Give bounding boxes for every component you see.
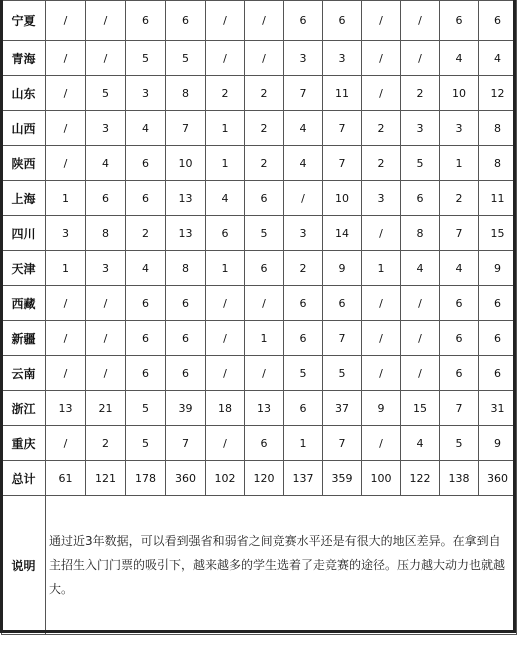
value-cell: 6: [440, 321, 479, 356]
table-row: [2, 216, 517, 251]
value-cell: /: [46, 1, 86, 41]
value-cell: 6: [284, 286, 323, 321]
value-cell: 2: [401, 76, 440, 111]
value-cell: /: [362, 426, 401, 461]
value-cell: 1: [46, 251, 86, 286]
value-cell: /: [362, 41, 401, 76]
province-cell: 总计: [2, 461, 46, 496]
value-cell: /: [46, 286, 86, 321]
value-cell: /: [284, 181, 323, 216]
table-row: [2, 1, 517, 41]
value-cell: 13: [166, 181, 206, 216]
value-cell: 2: [206, 76, 245, 111]
table-row: [2, 286, 517, 321]
value-cell: 7: [440, 391, 479, 426]
value-cell: 1: [206, 251, 245, 286]
value-cell: 1: [46, 181, 86, 216]
value-cell: 10: [323, 181, 362, 216]
value-cell: 3: [86, 251, 126, 286]
table-row: [2, 391, 517, 426]
value-cell: 122: [401, 461, 440, 496]
value-cell: 6: [245, 181, 284, 216]
value-cell: /: [362, 286, 401, 321]
value-cell: /: [46, 321, 86, 356]
note-label: 说明: [2, 496, 46, 635]
value-cell: 11: [479, 181, 517, 216]
table-row: [2, 146, 517, 181]
competition-stats-table: [1, 0, 517, 635]
value-cell: /: [245, 356, 284, 391]
value-cell: 3: [126, 76, 166, 111]
value-cell: 4: [440, 41, 479, 76]
value-cell: 178: [126, 461, 166, 496]
value-cell: 2: [440, 181, 479, 216]
value-cell: 1: [284, 426, 323, 461]
value-cell: 5: [126, 391, 166, 426]
value-cell: 360: [479, 461, 517, 496]
value-cell: 9: [323, 251, 362, 286]
value-cell: /: [86, 1, 126, 41]
table-row: [2, 461, 517, 496]
value-cell: 5: [284, 356, 323, 391]
table-row: [2, 76, 517, 111]
value-cell: 21: [86, 391, 126, 426]
value-cell: 4: [206, 181, 245, 216]
value-cell: /: [86, 321, 126, 356]
value-cell: 5: [126, 426, 166, 461]
value-cell: /: [206, 1, 245, 41]
value-cell: 360: [166, 461, 206, 496]
value-cell: 7: [323, 111, 362, 146]
value-cell: 6: [126, 181, 166, 216]
value-cell: 4: [440, 251, 479, 286]
value-cell: 3: [46, 216, 86, 251]
value-cell: /: [86, 41, 126, 76]
value-cell: /: [46, 356, 86, 391]
province-cell: 云南: [2, 356, 46, 391]
value-cell: 6: [479, 1, 517, 41]
value-cell: 359: [323, 461, 362, 496]
province-cell: 重庆: [2, 426, 46, 461]
value-cell: 4: [86, 146, 126, 181]
value-cell: 3: [284, 216, 323, 251]
value-cell: 2: [126, 216, 166, 251]
value-cell: /: [46, 41, 86, 76]
value-cell: 6: [245, 251, 284, 286]
value-cell: /: [86, 356, 126, 391]
value-cell: 8: [166, 76, 206, 111]
value-cell: /: [46, 76, 86, 111]
value-cell: /: [362, 356, 401, 391]
value-cell: 14: [323, 216, 362, 251]
value-cell: 18: [206, 391, 245, 426]
value-cell: 6: [284, 1, 323, 41]
province-cell: 山东: [2, 76, 46, 111]
value-cell: 3: [362, 181, 401, 216]
value-cell: 6: [284, 321, 323, 356]
value-cell: /: [362, 216, 401, 251]
province-cell: 宁夏: [2, 1, 46, 41]
value-cell: 3: [323, 41, 362, 76]
value-cell: 4: [284, 146, 323, 181]
value-cell: 6: [401, 181, 440, 216]
table-row: [2, 356, 517, 391]
value-cell: 6: [479, 286, 517, 321]
value-cell: 6: [166, 1, 206, 41]
value-cell: 4: [126, 251, 166, 286]
value-cell: 137: [284, 461, 323, 496]
province-cell: 浙江: [2, 391, 46, 426]
value-cell: /: [206, 356, 245, 391]
value-cell: 1: [362, 251, 401, 286]
value-cell: /: [245, 41, 284, 76]
value-cell: 5: [166, 41, 206, 76]
value-cell: /: [206, 41, 245, 76]
value-cell: 6: [479, 356, 517, 391]
province-cell: 四川: [2, 216, 46, 251]
value-cell: 7: [166, 111, 206, 146]
table-row: [2, 41, 517, 76]
table-right-border: [513, 0, 516, 632]
value-cell: 13: [166, 216, 206, 251]
table-row: [2, 426, 517, 461]
value-cell: /: [206, 286, 245, 321]
value-cell: 6: [166, 286, 206, 321]
value-cell: 5: [440, 426, 479, 461]
value-cell: 120: [245, 461, 284, 496]
value-cell: 10: [166, 146, 206, 181]
province-cell: 西藏: [2, 286, 46, 321]
value-cell: 8: [401, 216, 440, 251]
value-cell: /: [401, 321, 440, 356]
value-cell: 8: [479, 146, 517, 181]
value-cell: 6: [440, 356, 479, 391]
value-cell: 1: [440, 146, 479, 181]
province-cell: 青海: [2, 41, 46, 76]
value-cell: 2: [362, 111, 401, 146]
value-cell: /: [206, 426, 245, 461]
value-cell: 15: [479, 216, 517, 251]
note-row: [2, 496, 517, 635]
value-cell: 6: [166, 321, 206, 356]
value-cell: /: [401, 41, 440, 76]
value-cell: 3: [284, 41, 323, 76]
value-cell: 4: [284, 111, 323, 146]
value-cell: 6: [126, 1, 166, 41]
value-cell: /: [401, 1, 440, 41]
value-cell: 11: [323, 76, 362, 111]
value-cell: 4: [126, 111, 166, 146]
province-cell: 陕西: [2, 146, 46, 181]
value-cell: 4: [401, 251, 440, 286]
value-cell: 37: [323, 391, 362, 426]
value-cell: 2: [245, 146, 284, 181]
value-cell: 15: [401, 391, 440, 426]
value-cell: /: [362, 76, 401, 111]
value-cell: 1: [245, 321, 284, 356]
value-cell: 6: [440, 1, 479, 41]
value-cell: 39: [166, 391, 206, 426]
value-cell: 6: [245, 426, 284, 461]
table-row: [2, 181, 517, 216]
value-cell: 61: [46, 461, 86, 496]
value-cell: /: [86, 286, 126, 321]
value-cell: 2: [284, 251, 323, 286]
value-cell: 6: [126, 356, 166, 391]
value-cell: 6: [323, 1, 362, 41]
table-row: [2, 321, 517, 356]
value-cell: 5: [126, 41, 166, 76]
value-cell: 6: [323, 286, 362, 321]
value-cell: /: [46, 146, 86, 181]
table-row: [2, 111, 517, 146]
value-cell: 5: [323, 356, 362, 391]
value-cell: 9: [479, 426, 517, 461]
value-cell: 2: [245, 111, 284, 146]
value-cell: 9: [362, 391, 401, 426]
value-cell: 7: [323, 321, 362, 356]
table-left-border: [0, 0, 3, 632]
table-row: [2, 251, 517, 286]
value-cell: 7: [323, 426, 362, 461]
value-cell: 7: [284, 76, 323, 111]
value-cell: 6: [126, 286, 166, 321]
value-cell: 1: [206, 111, 245, 146]
value-cell: 7: [440, 216, 479, 251]
value-cell: 9: [479, 251, 517, 286]
value-cell: 1: [206, 146, 245, 181]
value-cell: 5: [401, 146, 440, 181]
value-cell: 6: [206, 216, 245, 251]
value-cell: /: [401, 356, 440, 391]
value-cell: 7: [166, 426, 206, 461]
value-cell: /: [46, 111, 86, 146]
province-cell: 新疆: [2, 321, 46, 356]
value-cell: 4: [479, 41, 517, 76]
table-body: [2, 1, 517, 635]
value-cell: 8: [479, 111, 517, 146]
value-cell: /: [245, 1, 284, 41]
value-cell: /: [206, 321, 245, 356]
value-cell: 8: [166, 251, 206, 286]
value-cell: 31: [479, 391, 517, 426]
value-cell: 3: [440, 111, 479, 146]
value-cell: 2: [362, 146, 401, 181]
value-cell: 6: [86, 181, 126, 216]
value-cell: /: [401, 286, 440, 321]
value-cell: 10: [440, 76, 479, 111]
value-cell: 6: [284, 391, 323, 426]
value-cell: 13: [46, 391, 86, 426]
value-cell: 5: [86, 76, 126, 111]
value-cell: 8: [86, 216, 126, 251]
value-cell: 7: [323, 146, 362, 181]
value-cell: 2: [245, 76, 284, 111]
value-cell: 3: [401, 111, 440, 146]
value-cell: /: [245, 286, 284, 321]
value-cell: 138: [440, 461, 479, 496]
value-cell: 6: [126, 321, 166, 356]
value-cell: 121: [86, 461, 126, 496]
table-bottom-border: [0, 630, 516, 633]
value-cell: /: [362, 1, 401, 41]
value-cell: 100: [362, 461, 401, 496]
value-cell: /: [46, 426, 86, 461]
value-cell: 13: [245, 391, 284, 426]
value-cell: 6: [166, 356, 206, 391]
province-cell: 山西: [2, 111, 46, 146]
value-cell: 2: [86, 426, 126, 461]
note-text: 通过近3年数据，可以看到强省和弱省之间竞赛水平还是有很大的地区差异。在拿到自主招生入门门票的吸引下，越来越多的学生选着了走竞赛的途径。压力越大动力也就越大。: [46, 496, 517, 635]
value-cell: 3: [86, 111, 126, 146]
value-cell: 4: [401, 426, 440, 461]
value-cell: /: [362, 321, 401, 356]
value-cell: 12: [479, 76, 517, 111]
province-cell: 上海: [2, 181, 46, 216]
value-cell: 6: [440, 286, 479, 321]
value-cell: 6: [479, 321, 517, 356]
province-cell: 天津: [2, 251, 46, 286]
value-cell: 6: [126, 146, 166, 181]
value-cell: 5: [245, 216, 284, 251]
value-cell: 102: [206, 461, 245, 496]
